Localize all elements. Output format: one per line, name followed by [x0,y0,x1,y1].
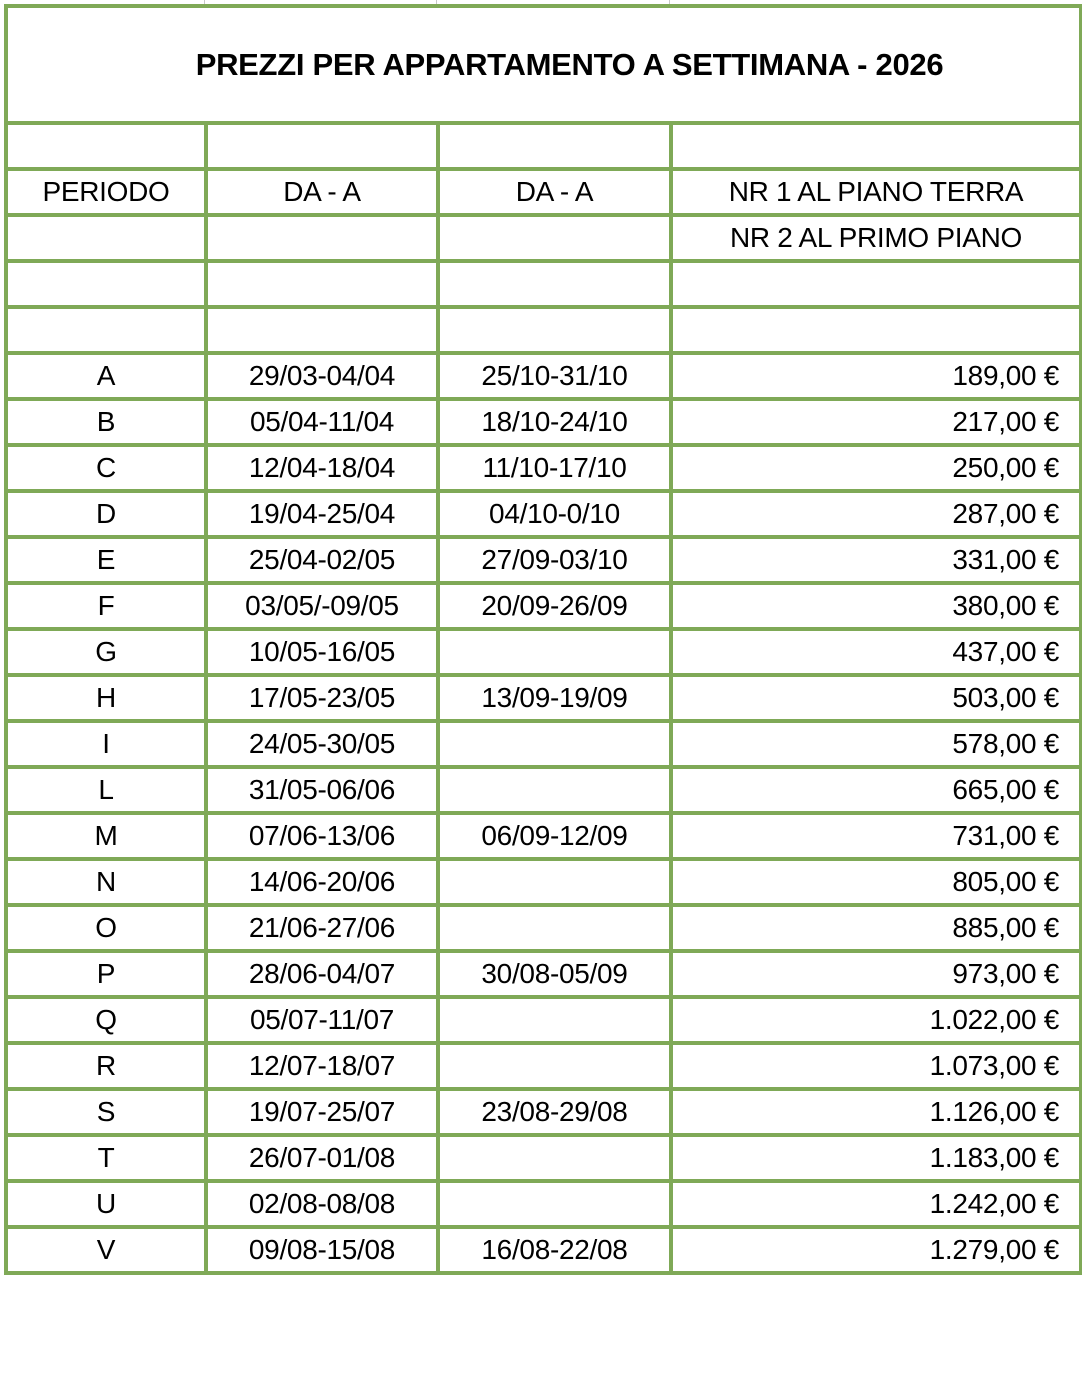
periodo-cell[interactable]: L [6,767,206,813]
periodo-cell[interactable]: B [6,399,206,445]
date-range-1-cell[interactable]: 19/04-25/04 [206,491,438,537]
date-range-2-cell[interactable] [438,1043,671,1089]
table-row [6,1089,1081,1135]
blank-row [6,123,1081,169]
date-range-2-cell[interactable] [438,629,671,675]
price-cell[interactable]: 885,00 € [671,905,1081,951]
header-da-a-2[interactable]: DA - A [438,169,671,215]
table-row [6,675,1081,721]
date-range-1-cell[interactable]: 31/05-06/06 [206,767,438,813]
table-row [6,629,1081,675]
table-row [6,859,1081,905]
table-row [6,583,1081,629]
date-range-1-cell[interactable]: 14/06-20/06 [206,859,438,905]
date-range-2-cell[interactable]: 13/09-19/09 [438,675,671,721]
table-row [6,353,1081,399]
cell[interactable] [671,307,1081,353]
date-range-1-cell[interactable]: 12/07-18/07 [206,1043,438,1089]
price-cell[interactable]: 1.242,00 € [671,1181,1081,1227]
date-range-2-cell[interactable]: 23/08-29/08 [438,1089,671,1135]
date-range-1-cell[interactable]: 29/03-04/04 [206,353,438,399]
cell[interactable] [671,123,1081,169]
price-cell[interactable]: 1.279,00 € [671,1227,1081,1273]
header-row [6,169,1081,215]
price-cell[interactable]: 805,00 € [671,859,1081,905]
cell[interactable] [671,261,1081,307]
date-range-2-cell[interactable]: 06/09-12/09 [438,813,671,859]
date-range-2-cell[interactable]: 04/10-0/10 [438,491,671,537]
table-row [6,537,1081,583]
date-range-1-cell[interactable]: 25/04-02/05 [206,537,438,583]
table-row [6,905,1081,951]
blank-row [6,307,1081,353]
table-row [6,1043,1081,1089]
periodo-cell[interactable]: C [6,445,206,491]
cell[interactable] [6,123,206,169]
table-row [6,1227,1081,1273]
date-range-2-cell[interactable]: 11/10-17/10 [438,445,671,491]
blank-row [6,261,1081,307]
date-range-2-cell[interactable] [438,1181,671,1227]
cell[interactable] [438,261,671,307]
date-range-1-cell[interactable]: 17/05-23/05 [206,675,438,721]
periodo-cell[interactable]: D [6,491,206,537]
date-range-1-cell[interactable]: 05/04-11/04 [206,399,438,445]
table-title[interactable]: PREZZI PER APPARTAMENTO A SETTIMANA - 2026 [6,6,1081,123]
header-row-2 [6,215,1081,261]
periodo-cell[interactable]: F [6,583,206,629]
date-range-2-cell[interactable]: 30/08-05/09 [438,951,671,997]
periodo-cell[interactable]: T [6,1135,206,1181]
header-da-a-1[interactable]: DA - A [206,169,438,215]
periodo-cell[interactable]: M [6,813,206,859]
table-row [6,491,1081,537]
table-row [6,1135,1081,1181]
price-cell[interactable]: 1.073,00 € [671,1043,1081,1089]
cell[interactable] [206,123,438,169]
date-range-2-cell[interactable] [438,767,671,813]
periodo-cell[interactable]: N [6,859,206,905]
date-range-1-cell[interactable]: 10/05-16/05 [206,629,438,675]
price-cell[interactable]: 578,00 € [671,721,1081,767]
date-range-2-cell[interactable]: 27/09-03/10 [438,537,671,583]
periodo-cell[interactable]: R [6,1043,206,1089]
price-cell[interactable]: 1.022,00 € [671,997,1081,1043]
periodo-cell[interactable]: Q [6,997,206,1043]
date-range-1-cell[interactable]: 12/04-18/04 [206,445,438,491]
table-row [6,951,1081,997]
cell[interactable] [6,307,206,353]
date-range-2-cell[interactable]: 20/09-26/09 [438,583,671,629]
cell[interactable] [438,123,671,169]
periodo-cell[interactable]: I [6,721,206,767]
header-periodo[interactable]: PERIODO [6,169,206,215]
periodo-cell[interactable]: H [6,675,206,721]
title-row [6,6,1081,123]
periodo-cell[interactable]: G [6,629,206,675]
date-range-2-cell[interactable]: 16/08-22/08 [438,1227,671,1273]
date-range-1-cell[interactable]: 03/05/-09/05 [206,583,438,629]
date-range-2-cell[interactable] [438,997,671,1043]
date-range-1-cell[interactable]: 05/07-11/07 [206,997,438,1043]
price-cell[interactable]: 380,00 € [671,583,1081,629]
price-cell[interactable]: 1.183,00 € [671,1135,1081,1181]
date-range-1-cell[interactable]: 09/08-15/08 [206,1227,438,1273]
date-range-2-cell[interactable]: 18/10-24/10 [438,399,671,445]
price-cell[interactable]: 217,00 € [671,399,1081,445]
periodo-cell[interactable]: A [6,353,206,399]
periodo-cell[interactable]: P [6,951,206,997]
cell[interactable] [438,307,671,353]
price-cell[interactable]: 287,00 € [671,491,1081,537]
periodo-cell[interactable]: U [6,1181,206,1227]
price-table [4,4,1082,1275]
date-range-2-cell[interactable] [438,859,671,905]
date-range-2-cell[interactable]: 25/10-31/10 [438,353,671,399]
date-range-1-cell[interactable]: 19/07-25/07 [206,1089,438,1135]
periodo-cell[interactable]: E [6,537,206,583]
cell[interactable] [6,215,206,261]
price-cell[interactable]: 331,00 € [671,537,1081,583]
date-range-1-cell[interactable]: 24/05-30/05 [206,721,438,767]
header-apartment-2[interactable]: NR 2 AL PRIMO PIANO [671,215,1081,261]
periodo-cell[interactable]: V [6,1227,206,1273]
table-row [6,813,1081,859]
table-row [6,997,1081,1043]
date-range-1-cell[interactable]: 07/06-13/06 [206,813,438,859]
date-range-1-cell[interactable]: 26/07-01/08 [206,1135,438,1181]
table-row [6,1181,1081,1227]
date-range-2-cell[interactable] [438,905,671,951]
date-range-2-cell[interactable] [438,721,671,767]
periodo-cell[interactable]: O [6,905,206,951]
cell[interactable] [6,261,206,307]
price-cell[interactable]: 731,00 € [671,813,1081,859]
price-cell[interactable]: 250,00 € [671,445,1081,491]
cell[interactable] [206,261,438,307]
price-cell[interactable]: 973,00 € [671,951,1081,997]
cell[interactable] [206,215,438,261]
cell[interactable] [206,307,438,353]
price-cell[interactable]: 665,00 € [671,767,1081,813]
periodo-cell[interactable]: S [6,1089,206,1135]
price-cell[interactable]: 189,00 € [671,353,1081,399]
cell[interactable] [438,215,671,261]
price-cell[interactable]: 437,00 € [671,629,1081,675]
date-range-1-cell[interactable]: 21/06-27/06 [206,905,438,951]
date-range-1-cell[interactable]: 28/06-04/07 [206,951,438,997]
table-row [6,445,1081,491]
price-cell[interactable]: 1.126,00 € [671,1089,1081,1135]
price-cell[interactable]: 503,00 € [671,675,1081,721]
header-apartment-1[interactable]: NR 1 AL PIANO TERRA [671,169,1081,215]
table-row [6,767,1081,813]
date-range-1-cell[interactable]: 02/08-08/08 [206,1181,438,1227]
table-row [6,399,1081,445]
table-row [6,721,1081,767]
date-range-2-cell[interactable] [438,1135,671,1181]
